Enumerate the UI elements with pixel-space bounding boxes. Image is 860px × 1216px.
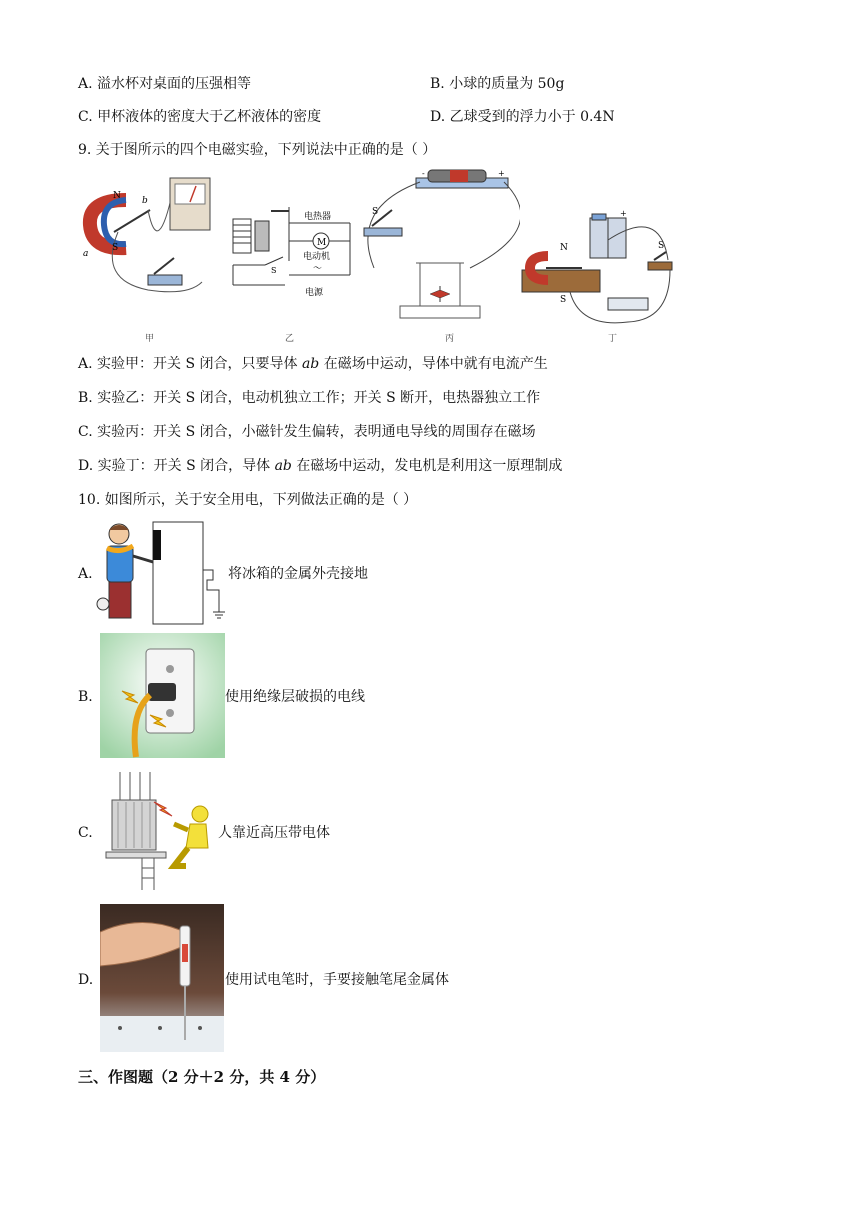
fig-jia-label-b: b: [142, 196, 148, 206]
q10-option-d-text: 使用试电笔时，手要接触笔尾金属体: [225, 972, 449, 988]
fig-yi-motor-symbol: M: [317, 238, 327, 248]
fig-yi-switch-label: S: [271, 266, 277, 275]
test-pen-image: [100, 904, 224, 1052]
q9-stem: 9. 关于图所示的四个电磁实验，下列说法中正确的是（ ）: [78, 142, 437, 158]
caption-jia: 甲: [145, 334, 155, 344]
fridge-grounding-image: [95, 520, 230, 625]
fig-bing-minus: -: [422, 169, 425, 178]
q8-option-b: B. 小球的质量为 50g: [430, 76, 565, 92]
q10-option-b-text: 使用绝缘层破损的电线: [225, 689, 365, 705]
fig-ding-switch-label: S: [658, 241, 665, 251]
fig-jia-label-a: a: [83, 249, 89, 259]
fig-yi-heater-label: 电热器: [304, 212, 332, 222]
q10-option-d-letter: D.: [78, 972, 94, 988]
figure-yi: [225, 195, 365, 300]
q10-stem: 10. 如图所示，关于安全用电，下列做法正确的是（ ）: [78, 492, 418, 508]
q10-option-a-letter: A.: [78, 566, 93, 582]
q10-option-c-text: 人靠近高压带电体: [218, 825, 330, 841]
fig-bing-plus: +: [498, 169, 505, 178]
fig-ding-label-n: N: [560, 243, 568, 253]
caption-ding: 丁: [608, 334, 618, 344]
q8-option-a: A. 溢水杯对桌面的压强相等: [78, 76, 252, 92]
figure-ding: [520, 210, 680, 328]
caption-bing: 丙: [445, 334, 455, 344]
fig-ding-label-s: S: [560, 295, 567, 305]
figure-bing: [360, 168, 520, 320]
caption-yi: 乙: [285, 334, 295, 344]
q8-option-c: C. 甲杯液体的密度大于乙杯液体的密度: [78, 109, 322, 125]
q10-option-a-text: 将冰箱的金属外壳接地: [228, 566, 368, 582]
q9-option-d: D. 实验丁：开关 S 闭合，导体 ab 在磁场中运动，发电机是利用这一原理制成: [78, 458, 563, 474]
q9-option-b: B. 实验乙：开关 S 闭合，电动机独立工作；开关 S 断开，电热器独立工作: [78, 390, 541, 406]
fig-yi-motor-label: 电动机: [303, 252, 331, 262]
section-3-heading: 三、作图题（2 分＋2 分，共 4 分）: [78, 1068, 326, 1086]
fig-ding-plus: +: [620, 210, 627, 218]
fig-jia-label-s: S: [112, 243, 119, 253]
q9-option-c: C. 实验丙：开关 S 闭合，小磁针发生偏转，表明通电导线的周围存在磁场: [78, 424, 536, 440]
fig-yi-source-label: 电源: [305, 288, 324, 298]
q10-option-b-letter: B.: [78, 689, 93, 705]
fig-yi-ac-symbol: ～: [313, 264, 323, 274]
figure-jia: [78, 170, 228, 300]
q8-option-d: D. 乙球受到的浮力小于 0.4N: [430, 109, 615, 125]
fig-bing-switch-label: S: [372, 207, 379, 217]
q9-option-a: A. 实验甲：开关 S 闭合，只要导体 ab 在磁场中运动，导体中就有电流产生: [78, 356, 548, 372]
high-voltage-image: [102, 772, 220, 890]
broken-wire-image: [100, 633, 225, 758]
q10-option-c-letter: C.: [78, 825, 93, 841]
fig-jia-label-n: N: [113, 191, 121, 201]
